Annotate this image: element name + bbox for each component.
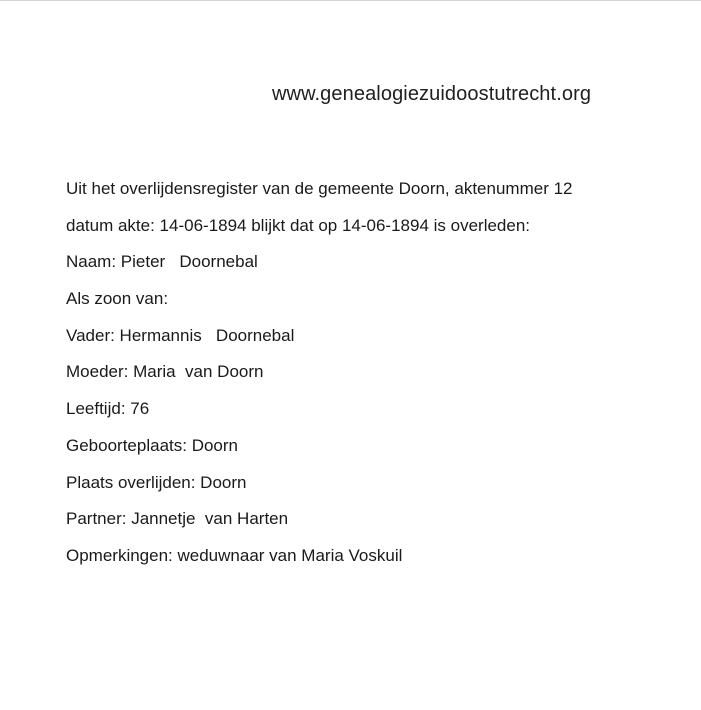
death-record [66, 178, 666, 582]
website-header: www.genealogiezuidoostutrecht.org [272, 83, 592, 105]
record-intro-line: Uit het overlijdensregister van de gemeente Doorn, aktenummer 12 [66, 179, 573, 198]
mother-line: Moeder: Maria van Doorn [66, 362, 264, 382]
record-date-line: datum akte: 14-06-1894 blijkt dat op 14-06-1894 is overleden: [66, 215, 531, 235]
place-of-death-line: Plaats overlijden: Doorn [66, 472, 247, 492]
partner-line: Partner: Jannetje van Harten [66, 509, 289, 529]
son-of-line: Als zoon van: [66, 289, 169, 309]
father-line: Vader: Hermannis Doornebal [66, 325, 295, 345]
top-border [0, 0, 701, 1]
name-line: Naam: Pieter Doornebal [66, 252, 258, 272]
remarks-line: Opmerkingen: weduwnaar van Maria Voskuil [66, 545, 403, 565]
age-line: Leeftijd: 76 [66, 399, 150, 419]
birthplace-line: Geboorteplaats: Doorn [66, 435, 238, 455]
